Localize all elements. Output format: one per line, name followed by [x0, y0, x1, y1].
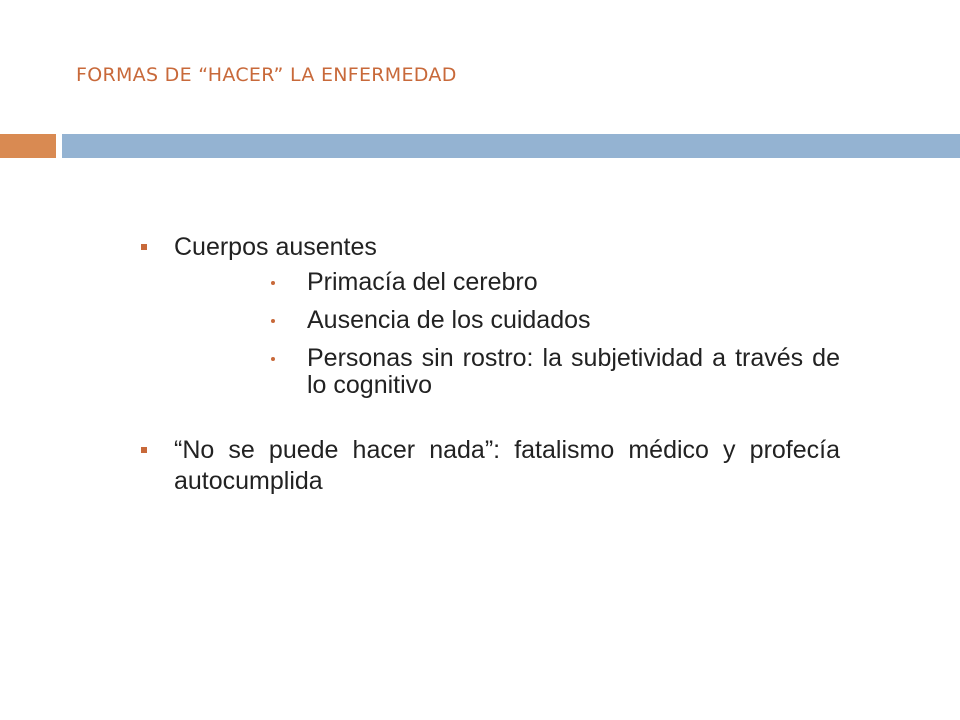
dot-bullet-icon — [271, 357, 275, 361]
accent-bar — [0, 134, 56, 158]
list-item-text: Cuerpos ausentes — [174, 233, 377, 261]
sub-list-item — [269, 345, 840, 399]
list-item — [136, 232, 840, 399]
square-bullet-icon — [141, 244, 147, 250]
sub-list-item-text: Personas sin rostro: la subjetividad a través de lo cognitivo — [307, 344, 840, 399]
square-bullet-icon — [141, 447, 147, 453]
dot-bullet-icon — [271, 281, 275, 285]
bullet-list — [136, 232, 840, 497]
dot-bullet-icon — [271, 319, 275, 323]
list-item-text: “No se puede hacer nada”: fatalismo médico y profecía autocumplida — [174, 436, 840, 495]
sub-list-item-text: Primacía del cerebro — [307, 268, 538, 296]
sub-list — [174, 269, 840, 399]
header-rule-bar — [62, 134, 960, 158]
slide-title: FORMAS DE “HACER” LA ENFERMEDAD — [76, 64, 457, 86]
sub-list-item — [269, 269, 840, 296]
sub-list-item-text: Ausencia de los cuidados — [307, 306, 591, 334]
sub-list-item — [269, 307, 840, 334]
list-item — [136, 435, 840, 497]
